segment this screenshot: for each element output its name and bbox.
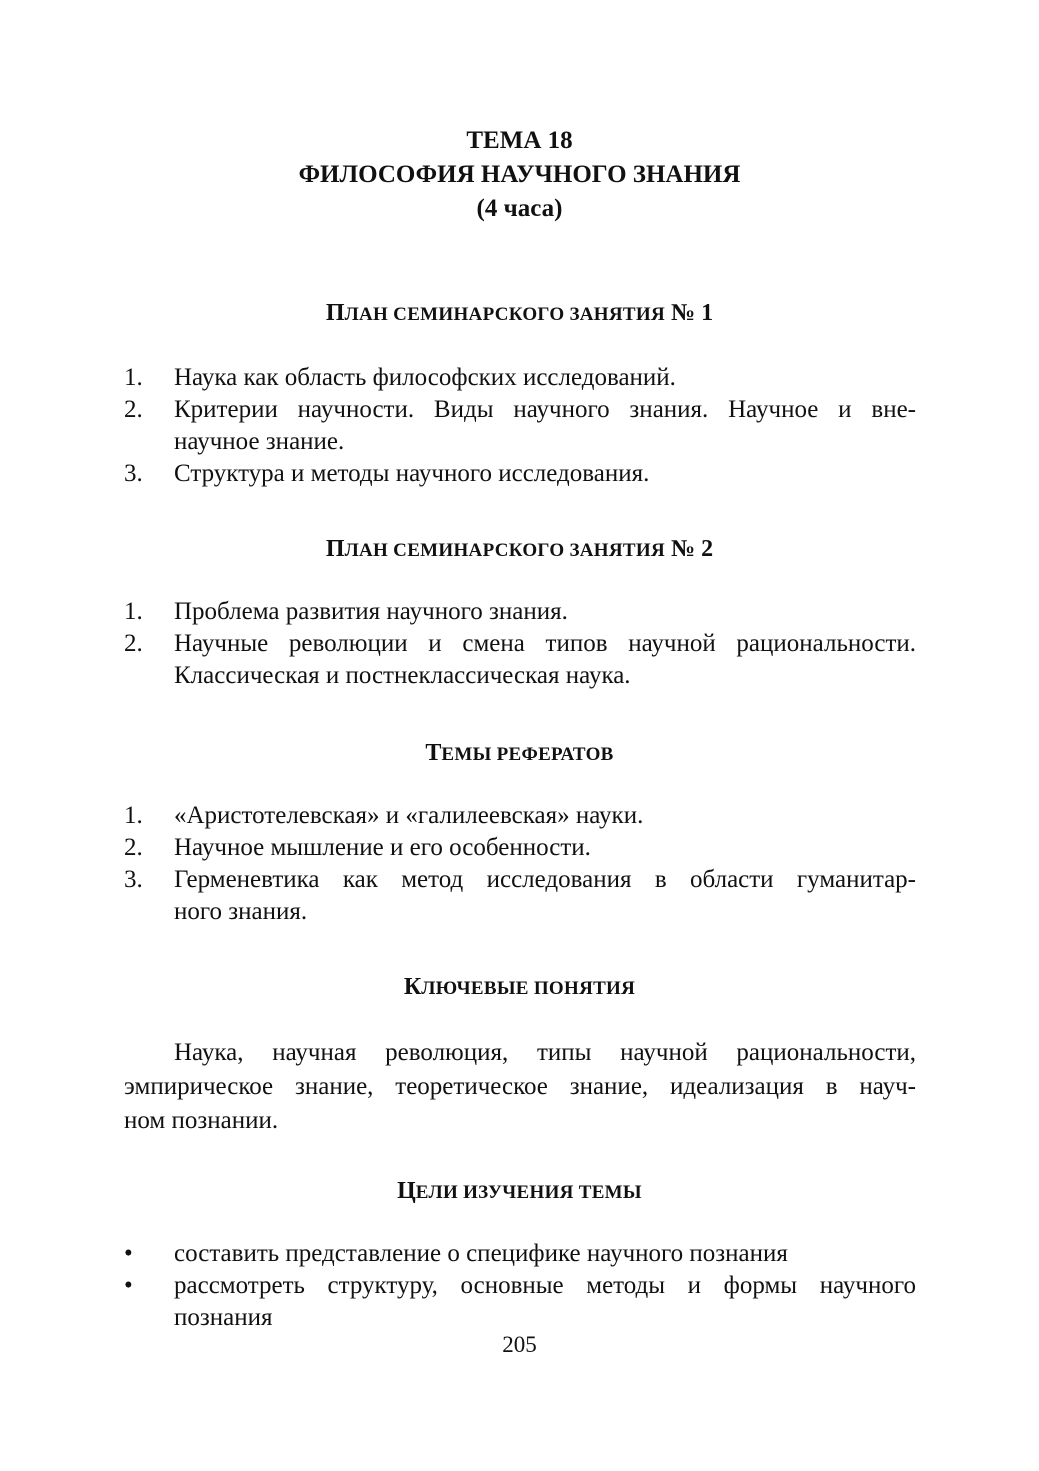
key-concepts-paragraph	[124, 1036, 916, 1138]
list-item	[124, 362, 916, 394]
list-item	[124, 628, 916, 692]
item-text: составить представление о специфике научного познания	[174, 1240, 788, 1267]
item-number: 3.	[124, 866, 143, 893]
item-text: Критерии научности. Виды научного знания. Научное и вне-	[174, 396, 916, 423]
list-item	[124, 864, 916, 928]
list-item	[124, 1270, 916, 1334]
topic-name: ФИЛОСОФИЯ НАУЧНОГО ЗНАНИЯ	[298, 161, 741, 188]
essay-topics-list	[124, 800, 916, 928]
item-number: 1.	[124, 802, 143, 829]
study-goals-list	[124, 1238, 916, 1334]
item-text: Герменевтика как метод исследования в области гуманитар-	[174, 866, 916, 893]
topic-title	[0, 124, 1039, 226]
item-text: Структура и методы научного исследования.	[174, 460, 650, 487]
list-item	[124, 800, 916, 832]
item-number: 3.	[124, 460, 143, 487]
item-number: 2.	[124, 396, 143, 423]
heading-text: ЕМЫ РЕФЕРАТОВ	[441, 744, 614, 765]
paragraph-line: Наука, научная революция, типы научной рациональности,	[174, 1039, 916, 1066]
list-item	[124, 394, 916, 458]
key-concepts-heading	[0, 972, 1039, 1004]
item-number: 2.	[124, 630, 143, 657]
page-number: 205	[502, 1332, 537, 1357]
item-number: 1.	[124, 598, 143, 625]
paragraph-line: ном познании.	[124, 1107, 279, 1134]
heading-initial: К	[403, 974, 422, 1000]
item-text: познания	[174, 1304, 273, 1331]
heading-text: ЛЮЧЕВЫЕ ПОНЯТИЯ	[421, 978, 636, 999]
seminar-1-list	[124, 362, 916, 490]
heading-initial: П	[325, 300, 345, 326]
list-item	[124, 458, 916, 490]
heading-initial: П	[325, 536, 345, 562]
heading-text: ЛАН СЕМИНАРСКОГО ЗАНЯТИЯ	[344, 540, 665, 561]
item-text: Научное мышление и его особенности.	[174, 834, 591, 861]
heading-number: № 2	[670, 536, 714, 562]
bullet-icon: •	[124, 1272, 133, 1299]
item-text: Классическая и постнеклассическая наука.	[174, 662, 631, 689]
item-text: научное знание.	[174, 428, 345, 455]
item-text: рассмотреть структуру, основные методы и формы научного	[174, 1272, 916, 1299]
study-goals-heading	[0, 1176, 1039, 1208]
seminar-2-list	[124, 596, 916, 692]
item-text: ного знания.	[174, 898, 308, 925]
heading-text: ЕЛИ ИЗУЧЕНИЯ ТЕМЫ	[415, 1182, 642, 1203]
seminar-1-heading	[0, 298, 1039, 330]
seminar-2-heading	[0, 534, 1039, 566]
heading-initial: Ц	[397, 1178, 416, 1204]
list-item	[124, 1238, 916, 1270]
heading-initial: Т	[425, 740, 442, 766]
bullet-icon: •	[124, 1240, 133, 1267]
list-item	[124, 832, 916, 864]
item-text: Научные революции и смена типов научной рациональности.	[174, 630, 916, 657]
item-text: Наука как область философских исследований.	[174, 364, 676, 391]
topic-hours: (4 часа)	[476, 195, 563, 222]
heading-number: № 1	[670, 300, 714, 326]
item-text: Проблема развития научного знания.	[174, 598, 568, 625]
heading-text: ЛАН СЕМИНАРСКОГО ЗАНЯТИЯ	[344, 304, 665, 325]
item-number: 1.	[124, 364, 143, 391]
item-number: 2.	[124, 834, 143, 861]
list-item	[124, 596, 916, 628]
essay-topics-heading	[0, 738, 1039, 770]
item-text: «Аристотелевская» и «галилеевская» науки.	[174, 802, 644, 829]
paragraph-line: эмпирическое знание, теоретическое знание, идеализация в науч-	[124, 1073, 916, 1100]
topic-number: ТЕМА 18	[466, 127, 573, 154]
